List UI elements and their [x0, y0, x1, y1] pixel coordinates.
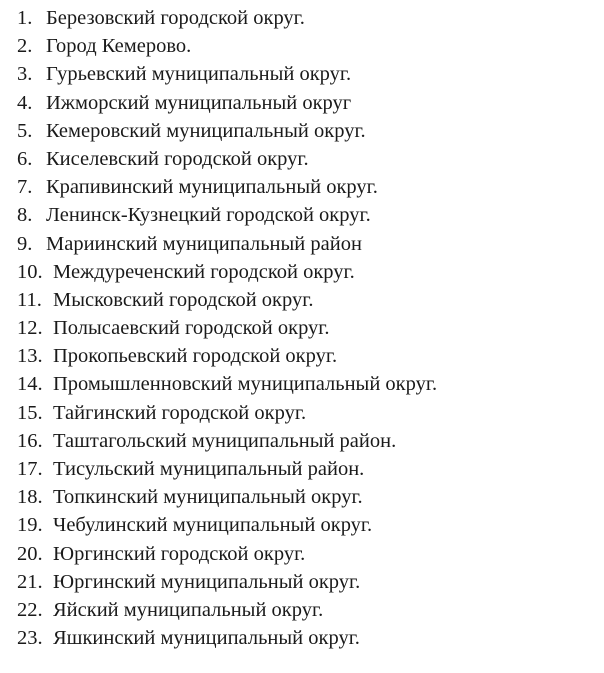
list-item-number: 13.: [17, 345, 43, 368]
list-item-number: 16.: [17, 429, 43, 452]
list-item-text: Кемеровский муниципальный округ.: [46, 119, 366, 142]
list-item-text: Гурьевский муниципальный округ.: [46, 63, 352, 86]
list-item-text: Прокопьевский городской округ.: [53, 345, 338, 368]
list-item-text: Междуреченский городской округ.: [53, 260, 355, 283]
list-item-number: 3.: [17, 63, 33, 86]
list-item-text: Промышленновский муниципальный округ.: [53, 373, 438, 396]
list-item-text: Яшкинский муниципальный округ.: [53, 627, 360, 650]
list-item: [17, 173, 437, 201]
list-item: [17, 32, 437, 60]
list-item: [17, 4, 437, 32]
list-item-text: Юргинский муниципальный округ.: [53, 570, 361, 593]
list-item-number: 1.: [17, 7, 33, 29]
list-item-number: 4.: [17, 91, 33, 114]
list-item: [17, 624, 437, 652]
list-item-number: 2.: [17, 35, 33, 58]
list-item-text: Киселевский городской округ.: [46, 147, 309, 170]
list-item-text: Чебулинский муниципальный округ.: [53, 514, 373, 537]
list-item-text: Ижморский муниципальный округ: [46, 91, 352, 114]
list-item-number: 22.: [17, 598, 43, 621]
list-item: [17, 511, 437, 539]
list-item-number: 21.: [17, 570, 43, 593]
list-item: [17, 60, 437, 88]
list-item-text: Топкинский муниципальный округ.: [53, 486, 363, 509]
list-item: [17, 370, 437, 398]
list-item: [17, 483, 437, 511]
list-item: [17, 427, 437, 455]
list-item-number: 23.: [17, 627, 43, 650]
list-item-number: 14.: [17, 373, 43, 396]
list-item-number: 6.: [17, 147, 33, 170]
list-item-text: Полысаевский городской округ.: [53, 317, 330, 340]
list-item: [17, 89, 437, 117]
list-item-number: 18.: [17, 486, 43, 509]
list-item-number: 17.: [17, 458, 43, 480]
list-item-text: Мариинский муниципальный район: [46, 232, 362, 255]
list-item: [17, 258, 437, 286]
list-item-number: 20.: [17, 542, 43, 565]
list-item: [17, 342, 437, 370]
list-item: [17, 286, 437, 314]
list-item: [17, 568, 437, 596]
list-item-text: Юргинский городской округ.: [53, 542, 306, 565]
list-item-text: Город Кемерово.: [46, 35, 192, 58]
list-item-number: 9.: [17, 232, 33, 255]
list-item-text: Яйский муниципальный округ.: [53, 598, 324, 621]
list-item: [17, 399, 437, 427]
list-item-number: 8.: [17, 204, 33, 227]
list-item-number: 12.: [17, 317, 43, 340]
list-item-text: Ленинск-Кузнецкий городской округ.: [46, 204, 371, 227]
list-item: [17, 596, 437, 624]
list-item: [17, 201, 437, 229]
list-item-number: 7.: [17, 176, 33, 199]
list-item: [17, 145, 437, 173]
list-item: [17, 314, 437, 342]
list-item-text: Тисульский муниципальный район.: [53, 458, 365, 480]
list-item-text: Мысковский городской округ.: [53, 288, 314, 311]
list-item: [17, 230, 437, 258]
list-item-number: 19.: [17, 514, 43, 537]
list-item: [17, 455, 437, 483]
list-item-number: 5.: [17, 119, 33, 142]
municipality-list: [17, 4, 437, 652]
list-item-text: Крапивинский муниципальный округ.: [46, 176, 378, 199]
list-item: [17, 117, 437, 145]
list-item-text: Таштагольский муниципальный район.: [53, 429, 397, 452]
list-item-text: Березовский городской округ.: [46, 7, 305, 29]
list-item-number: 11.: [17, 288, 42, 311]
list-item-text: Тайгинский городской округ.: [53, 401, 307, 424]
list-item-number: 10.: [17, 260, 43, 283]
list-item: [17, 540, 437, 568]
list-item-number: 15.: [17, 401, 43, 424]
